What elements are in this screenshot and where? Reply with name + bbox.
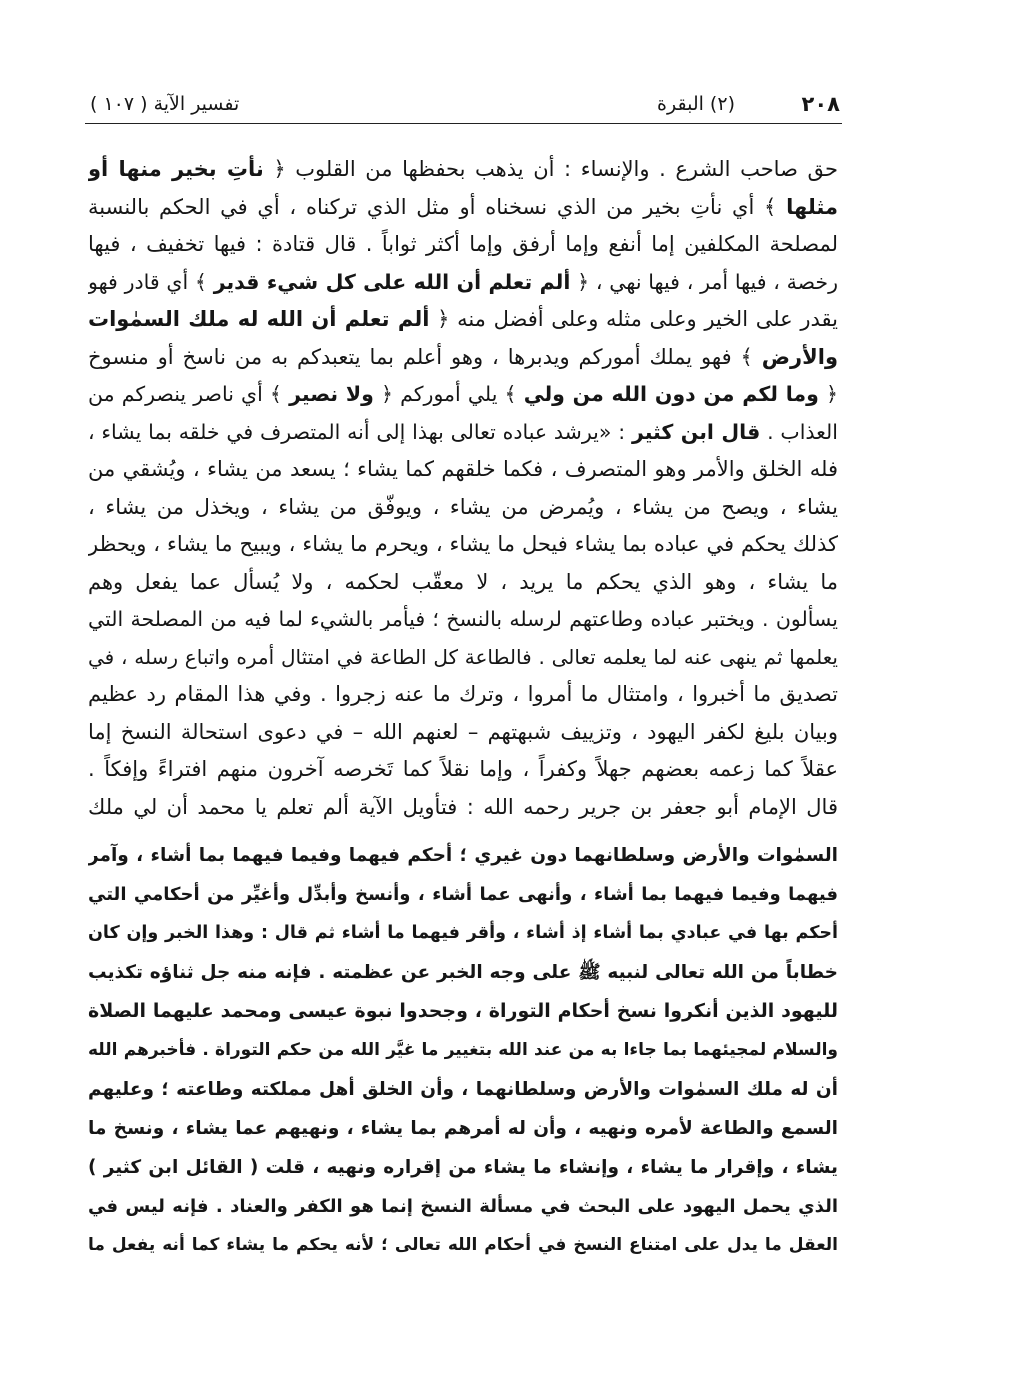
quote-line: السمٰوات والأرض وسلطانهما دون غيري ؛ أحكم فيهما وفيما فيهما بما أشاء ، وآمر xyxy=(88,845,838,866)
text-segment: عقلاً كما زعمه بعضهم جهلاً وكفراً ، وإما نقلاً كما تَخرصه آخرون منهم افتراءً وإفكاً . xyxy=(88,757,838,781)
body-line xyxy=(88,414,838,452)
bold-text-segment: ألم تعلم أن الله على كل شيء قدير xyxy=(213,269,571,294)
body-line xyxy=(88,339,838,377)
body-line xyxy=(88,151,838,189)
body-line xyxy=(88,226,838,264)
quote-line: أحكم بها في عبادي بما أشاء إذ أشاء ، وأقر فيهما ما أشاء ثم قال : وهذا الخبر وإن كان xyxy=(88,923,838,943)
body-line xyxy=(88,264,838,302)
quote-line: السمع والطاعة لأمره ونهيه ، وأن له أمرهم بما يشاء ، ونهيهم عما يشاء ، ونسخ ما xyxy=(88,1118,838,1139)
page-number: ٢٠٨ xyxy=(801,92,840,116)
body-line xyxy=(88,526,838,564)
quote-line: أن له ملك السمٰوات والأرض وسلطانهما ، وأن الخلق أهل مملكته وطاعته ؛ وعليهم xyxy=(88,1079,838,1100)
bold-text-segment: نأتِ بخير منها أو xyxy=(88,157,264,181)
body-line xyxy=(88,714,838,752)
chapter-heading: (٢) البقرة xyxy=(657,93,735,115)
body-text-block xyxy=(88,151,838,826)
body-line xyxy=(88,639,838,677)
body-line xyxy=(88,564,838,602)
text-segment: ما يشاء ، وهو الذي يحكم ما يريد ، لا معقّب لحكمه ، ولا يُسأل عما يفعل وهم xyxy=(88,569,838,594)
body-line xyxy=(88,789,838,827)
text-segment: ﴾ يلي أموركم ﴿ xyxy=(373,382,524,406)
running-title: تفسير الآية ( ١٠٧ ) xyxy=(90,93,240,115)
text-segment: ﴾ أي قادر فهو xyxy=(88,269,214,294)
quote-line: لليهود الذين أنكروا نسخ أحكام التوراة ، وجحدوا نبوة عيسى ومحمد عليهما الصلاة xyxy=(88,1000,838,1022)
quote-line: الذي يحمل اليهود على البحث في مسألة النسخ إنما هو الكفر والعناد . فإنه ليس في xyxy=(88,1196,838,1217)
quote-line: العقل ما يدل على امتناع النسخ في أحكام الله تعالى ؛ لأنه يحكم ما يشاء كما أنه يفعل ما xyxy=(88,1235,838,1255)
text-segment: فله الخلق والأمر وهو المتصرف ، فكما خلقهم كما يشاء ؛ يسعد من يشاء ، ويُشقي من xyxy=(88,457,838,481)
text-segment: يسألون . ويختبر عباده وطاعتهم لرسله بالنسخ ؛ فيأمر بالشيء لما فيه من المصلحة التي xyxy=(88,607,838,631)
bold-text-segment: وما لكم من دون الله من ولي xyxy=(523,382,819,406)
quote-text-block xyxy=(88,836,838,1265)
text-segment: حق صاحب الشرع . والإنساء : أن يذهب بحفظها من القلوب ﴿ xyxy=(263,157,838,181)
text-segment: ﴾ أي ناصر ينصركم من xyxy=(88,382,290,406)
text-segment: : «يرشد عباده تعالى بهذا إلى أنه المتصرف في خلقه بما يشاء ، xyxy=(88,419,632,444)
header-rule xyxy=(85,123,842,124)
body-line xyxy=(88,489,838,527)
text-segment: ﴿ xyxy=(818,382,838,406)
quote-line: والسلام لمجيئهما بما جاءا به من عند الله بتغيير ما غيَّر الله من حكم التوراة . فأخبرهم الله xyxy=(88,1040,838,1060)
body-line xyxy=(88,189,838,227)
text-segment: كذلك يحكم في عباده بما يشاء فيحل ما يشاء ، ويحرم ما يشاء ، ويبيح ما يشاء ، ويحظر xyxy=(88,532,838,556)
bold-text-segment: والأرض xyxy=(761,344,838,369)
text-segment: ﴾ فهو يملك أموركم ويدبرها ، وهو أعلم بما يتعبدكم به من ناسخ أو منسوخ xyxy=(88,344,762,369)
body-line xyxy=(88,376,838,414)
bold-text-segment: ولا نصير xyxy=(289,382,374,406)
bold-text-segment: قال ابن كثير xyxy=(631,419,761,444)
body-line xyxy=(88,676,838,714)
body-line xyxy=(88,601,838,639)
text-segment: العذاب . xyxy=(760,419,838,444)
text-segment: تصديق ما أخبروا ، وامتثال ما أمروا ، وترك ما عنه زجروا . وفي هذا المقام رد عظيم xyxy=(88,682,838,706)
text-segment: وبيان بليغ لكفر اليهود ، وتزييف شبهتهم – لعنهم الله – في دعوى استحالة النسخ إما xyxy=(88,719,838,744)
body-line xyxy=(88,751,838,789)
body-line xyxy=(88,301,838,339)
text-segment: رخصة ، فيها أمر ، فيها نهي ، ﴿ xyxy=(570,269,838,294)
text-segment: ﴾ أي نأتِ بخير من الذي نسخناه أو مثل الذي تركناه ، أي في الحكم بالنسبة xyxy=(88,194,787,219)
text-segment: يشاء ، ويصح من يشاء ، ويُمرض من يشاء ، ويوفّق من يشاء ، ويخذل من يشاء ، xyxy=(88,494,838,519)
quote-line: يشاء ، وإقرار ما يشاء ، وإنشاء ما يشاء من إقراره ونهيه ، قلت ( القائل ابن كثير ) xyxy=(88,1157,838,1178)
bold-text-segment: ألم تعلم أن الله له ملك السمٰوات xyxy=(88,307,430,331)
text-segment: يقدر على الخير وعلى مثله وعلى أفضل منه ﴿ xyxy=(429,307,838,331)
text-segment: لمصلحة المكلفين إما أنفع وإما أرفق وإما أكثر ثواباً . قال قتادة : فيها تخفيف ، فيها xyxy=(88,232,838,256)
body-line xyxy=(88,451,838,489)
text-segment: يعلمها ثم ينهى عنه لما يعلمه تعالى . فالطاعة كل الطاعة في امتثال أمره واتباع رسله ، في xyxy=(88,644,838,669)
quote-line: فيهما وفيما فيهما بما أشاء ، وأنهى عما أشاء ، وأنسخ وأبدِّل وأغيِّر من أحكامي التي xyxy=(88,884,838,905)
text-segment: قال الإمام أبو جعفر بن جرير رحمه الله : فتأويل الآية ألم تعلم يا محمد أن لي ملك xyxy=(88,794,838,819)
bold-text-segment: مثلها xyxy=(786,194,838,219)
quote-line: خطاباً من الله تعالى لنبيه ﷺ على وجه الخبر عن عظمته . فإنه منه جل ثناؤه تكذيب xyxy=(88,962,838,983)
